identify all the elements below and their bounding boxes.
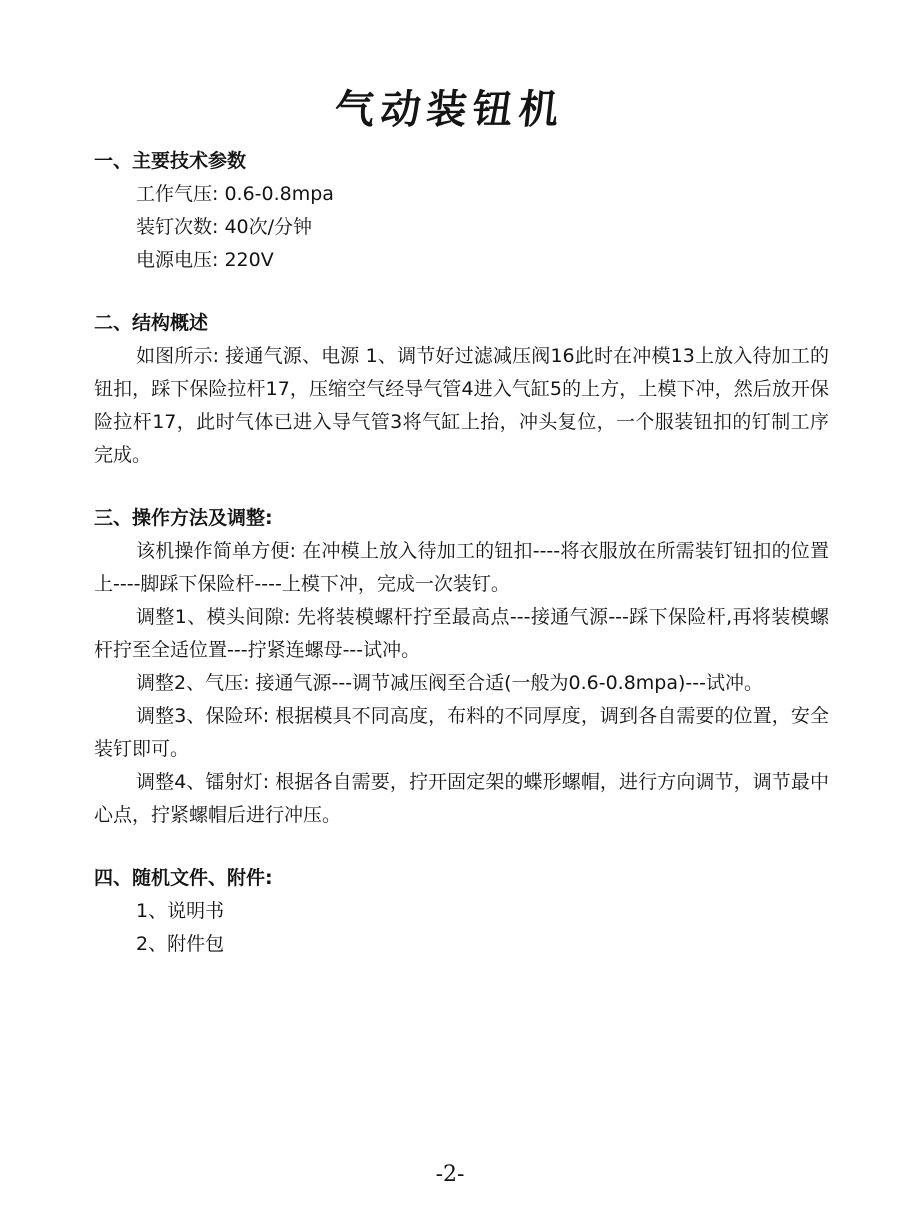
- section-specs: [94, 145, 829, 277]
- page-number: -2-: [435, 1162, 465, 1187]
- spec-item-pressure: 工作气压: 0.6-0.8mpa: [136, 183, 334, 205]
- accessory-item-parts-pack: 2、附件包: [136, 933, 225, 955]
- document-title: 气动装钮机: [332, 86, 568, 133]
- structure-paragraph: 如图所示: 接通气源、电源 1、调节好过滤减压阀16此时在冲模13上放入待加工的钮扣，踩下保险拉杆17，压缩空气经导气管4进入气缸5的上方，上模下冲，然后放开保险拉杆17，此时气体已进入导气管3将气缸上抬，冲头复位，一个服装钮扣的钉制工序完成。: [94, 345, 829, 466]
- section-heading: 三、操作方法及调整:: [94, 507, 273, 529]
- accessory-item-manual: 1、说明书: [136, 900, 225, 922]
- section-heading: 四、随机文件、附件:: [94, 867, 273, 889]
- document-body: [94, 145, 829, 961]
- spec-item-rate: 装钉次数: 40次/分钟: [136, 216, 313, 238]
- adjustment-safety-ring: 调整3、保险环: 根据模具不同高度，布料的不同厚度，调到各自需要的位置，安全装钉即可。: [94, 705, 829, 760]
- adjustment-laser-light: 调整4、镭射灯: 根据各自需要，拧开固定架的蝶形螺帽，进行方向调节，调节最中心点，拧紧螺帽后进行冲压。: [94, 771, 829, 826]
- section-heading: 二、结构概述: [94, 312, 209, 334]
- section-operation: [94, 502, 829, 832]
- section-heading: 一、主要技术参数: [94, 150, 247, 172]
- operation-paragraph: 该机操作简单方便: 在冲模上放入待加工的钮扣----将衣服放在所需装钉钮扣的位置上----脚踩下保险杆----上模下冲，完成一次装钉。: [94, 540, 829, 595]
- adjustment-air-pressure: 调整2、气压: 接通气源---调节减压阀至合适(一般为0.6-0.8mpa)---试冲。: [136, 672, 763, 694]
- section-structure: [94, 307, 829, 472]
- section-accessories: [94, 862, 829, 961]
- spec-item-voltage: 电源电压: 220V: [136, 249, 274, 271]
- adjustment-die-gap: 调整1、模头间隙: 先将装模螺杆拧至最高点---接通气源---踩下保险杆,再将装模螺杆拧至全适位置---拧紧连螺母---试冲。: [94, 606, 829, 661]
